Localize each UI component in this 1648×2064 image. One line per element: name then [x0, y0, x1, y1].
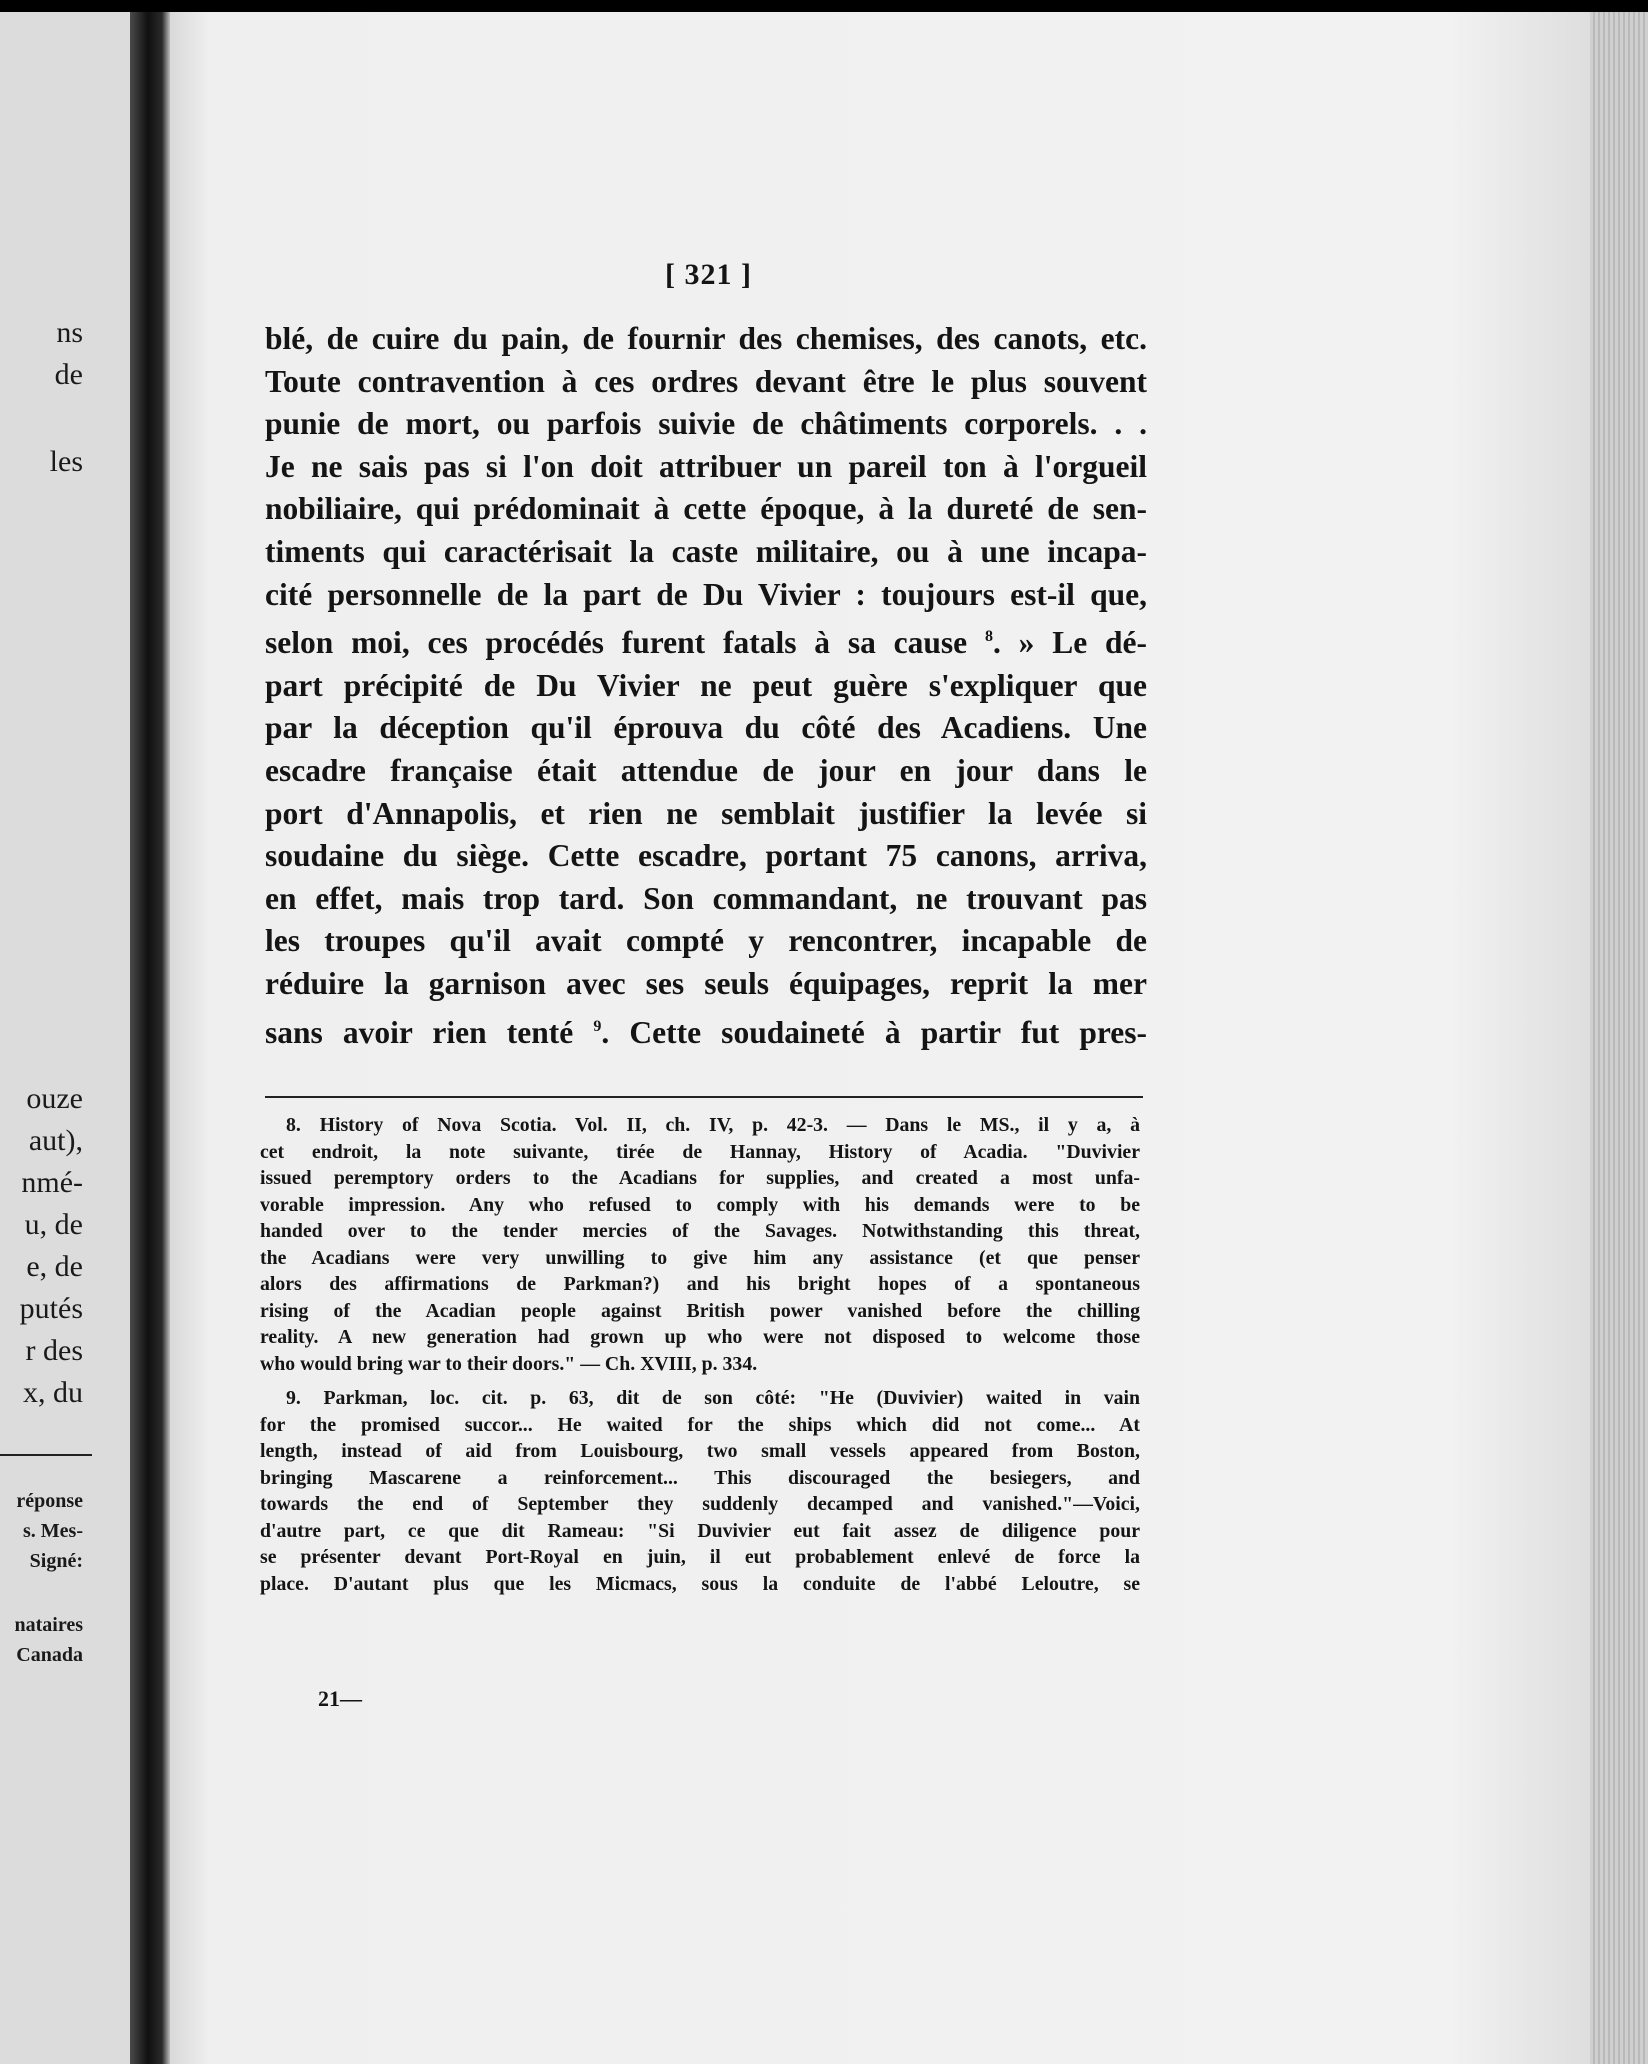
left-fragment: putés: [19, 1292, 83, 1325]
note-ref: 9: [593, 1017, 602, 1035]
footnote-line: length, instead of aid from Louisbourg, two small vessels appeared from Boston,: [260, 1440, 1140, 1462]
left-fragment: nataires: [14, 1614, 83, 1636]
text-segment: selon moi, ces procédés furent fatals à sa cause: [265, 625, 968, 661]
footnote-line: towards the end of September they suddenly decamped and vanished."—Voici,: [260, 1493, 1140, 1515]
left-fragment: Canada: [16, 1644, 83, 1666]
footnote-line: se présenter devant Port-Royal en juin, il eut probablement enlevé de force la: [260, 1546, 1140, 1568]
left-fragment: x, du: [23, 1376, 83, 1409]
page-edges: [1590, 12, 1648, 2064]
book-gutter: [130, 12, 170, 2064]
left-fragment: s. Mes-: [23, 1520, 83, 1542]
left-fragment: de: [54, 358, 83, 391]
left-fragment: nmé-: [21, 1166, 83, 1199]
text-segment: . » Le dé-: [992, 625, 1147, 661]
footnote-line: for the promised succor... He waited for the ships which did not come... At: [260, 1413, 1140, 1436]
footnote-line: rising of the Acadian people against British power vanished before the chilling: [260, 1299, 1140, 1322]
footnote-gap: [260, 1377, 1140, 1385]
left-fragment: ns: [56, 316, 83, 349]
text-line: escadre française était attendue de jour en jour dans le: [265, 752, 1147, 788]
text-line: par la déception qu'il éprouva du côté des Acadiens. Une: [265, 710, 1147, 746]
text-line: en effet, mais trop tard. Son commandant, ne trouvant pas: [265, 880, 1147, 916]
footnote-line: the Acadians were very unwilling to give him any assistance (et que penser: [260, 1246, 1140, 1269]
footnote-line: issued peremptory orders to the Acadians for supplies, and created a most unfa-: [260, 1167, 1140, 1189]
text-line: Toute contravention à ces ordres devant être le plus souvent: [265, 363, 1147, 399]
note-ref: 8: [984, 628, 993, 646]
left-fragment: e, de: [26, 1250, 83, 1283]
left-footnote-rule: [0, 1454, 92, 1456]
left-fragment: les: [49, 445, 83, 478]
body-text: [265, 318, 1147, 1054]
text-line: port d'Annapolis, et rien ne semblait justifier la levée si: [265, 795, 1147, 831]
footnote-line: alors des affirmations de Parkman?) and his bright hopes of a spontaneous: [260, 1273, 1140, 1295]
text-line: [265, 616, 1147, 665]
text-line: réduire la garnison avec ses seuls équipages, reprit la mer: [265, 965, 1147, 1001]
footnote-line: handed over to the tender mercies of the Savages. Notwithstanding this threat,: [260, 1220, 1140, 1242]
text-line: nobiliaire, qui prédominait à cette époque, à la dureté de sen-: [265, 491, 1147, 527]
footnote-line: cet endroit, la note suivante, tirée de Hannay, History of Acadia. "Duvivier: [260, 1140, 1140, 1163]
text-line: [265, 1006, 1147, 1055]
page-number: [ 321 ]: [665, 258, 752, 291]
footnote-line: who would bring war to their doors." — Ch. XVIII, p. 334.: [260, 1352, 758, 1375]
footnote-line: d'autre part, ce que dit Rameau: "Si Duvivier eut fait assez de diligence pour: [260, 1519, 1140, 1542]
left-fragment: u, de: [24, 1208, 83, 1241]
text-line: les troupes qu'il avait compté y rencontrer, incapable de: [265, 923, 1147, 959]
text-segment: .: [601, 1014, 610, 1050]
left-fragment: ouze: [26, 1082, 83, 1115]
left-fragment: aut),: [28, 1124, 83, 1157]
text-segment: Cette soudaineté à partir fut pres-: [629, 1014, 1147, 1050]
footnotes: [260, 1112, 1140, 1597]
text-line: part précipité de Du Vivier ne peut guère s'expliquer que: [265, 667, 1147, 703]
footnote-rule: [265, 1096, 1143, 1098]
left-fragment: r des: [25, 1334, 83, 1367]
footnote-line: place. D'autant plus que les Micmacs, sous la conduite de l'abbé Leloutre, se: [260, 1572, 1140, 1595]
text-segment: sans avoir rien tenté: [265, 1014, 574, 1050]
text-line: blé, de cuire du pain, de fournir des chemises, des canots, etc.: [265, 321, 1147, 356]
footnote-line: bringing Mascarene a reinforcement... This discouraged the besiegers, and: [260, 1466, 1140, 1489]
left-fragment: Signé:: [29, 1550, 83, 1572]
text-line: Je ne sais pas si l'on doit attribuer un pareil ton à l'orgueil: [265, 448, 1147, 484]
scanner-border: [0, 0, 1648, 12]
text-line: cité personnelle de la part de Du Vivier : toujours est-il que,: [265, 576, 1147, 612]
footnote-line: 9. Parkman, loc. cit. p. 63, dit de son côté: "He (Duvivier) waited in vain: [286, 1387, 1140, 1409]
text-line: timents qui caractérisait la caste militaire, ou à une incapa-: [265, 533, 1147, 569]
text-line: soudaine du siège. Cette escadre, portant 75 canons, arriva,: [265, 838, 1147, 874]
signature-mark: 21—: [318, 1686, 362, 1711]
footnote-line: 8. History of Nova Scotia. Vol. II, ch. IV, p. 42-3. — Dans le MS., il y a, à: [286, 1114, 1140, 1136]
footnote-line: vorable impression. Any who refused to comply with his demands were to be: [260, 1193, 1140, 1216]
footnote-line: reality. A new generation had grown up who were not disposed to welcome those: [260, 1326, 1140, 1348]
left-fragment: réponse: [16, 1490, 83, 1512]
text-line: punie de mort, ou parfois suivie de châtiments corporels. . .: [265, 406, 1147, 442]
